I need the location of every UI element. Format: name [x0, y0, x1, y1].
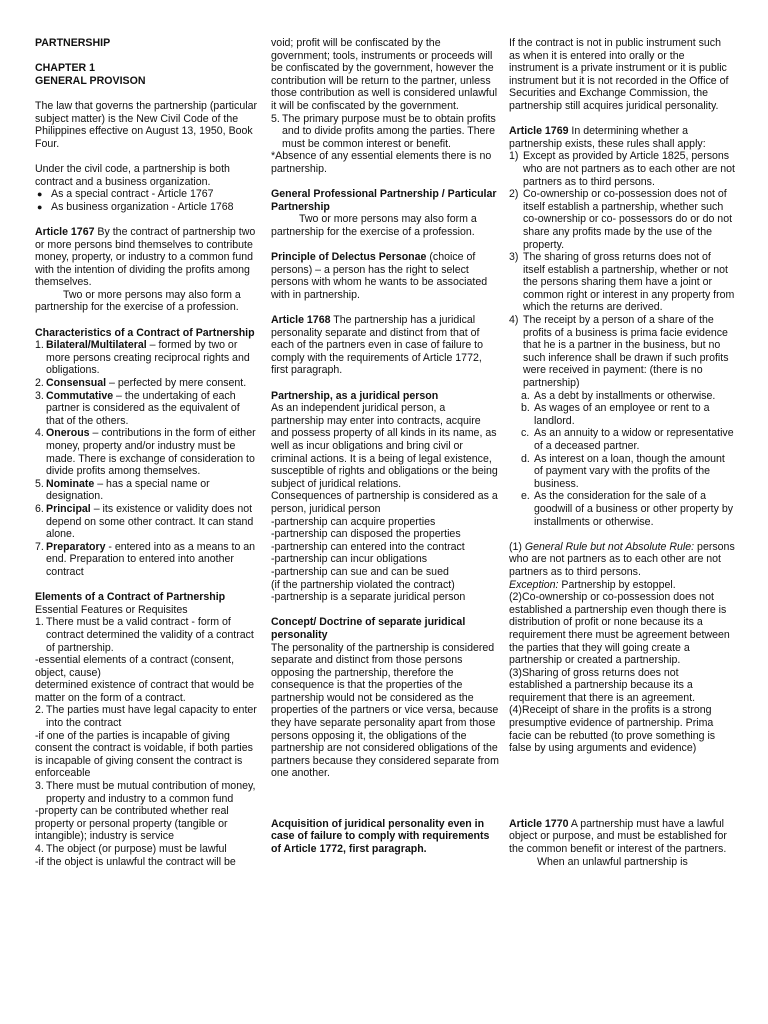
- elements-heading: Elements of a Contract of Partnership: [35, 591, 226, 604]
- rule-item: 4) The receipt by a person of a share of the profits of a business is prima facie evidence that he is a partner in the business, but no such inference shall be drawn if such profits were received in payment: (there is no partnership): [509, 314, 729, 390]
- article-1770: Article 1770 A partnership must have a lawful object or purpose, and must be established for the common benefit or interest of the partners.: [509, 817, 727, 855]
- bullet-icon: ●: [37, 189, 43, 200]
- elements-subheading: Essential Features or Requisites: [35, 603, 188, 616]
- consequence-item: -partnership can entered into the contract: [271, 540, 465, 553]
- continued-paragraph: void; profit will be confiscated by the government; tools, instruments or proceeds will be confiscated by the government, however the contribution will be return to the partner, unless those contribution as well is considered unlawful it will be confiscated by the government.: [271, 37, 498, 112]
- gpp-text: Two or more persons may also form a partnership for the exercise of a profession.: [271, 213, 477, 238]
- subrule-item: e. As the consideration for the sale of a goodwill of a business or other property by installments or otherwise.: [521, 490, 734, 528]
- consequence-item: -partnership can incur obligations: [271, 553, 428, 566]
- element-note: -essential elements of a contract (consent, object, cause): [35, 654, 235, 679]
- characteristic-item: 2. Consensual – perfected by mere consent.: [35, 377, 247, 390]
- element-note: determined existence of contract that would be matter on the form of a contract.: [35, 679, 255, 704]
- subrule-item: d. As interest on a loan, though the amount of payment vary with the profits of the business.: [521, 452, 725, 490]
- consequence-item: -partnership can disposed the properties: [271, 528, 461, 541]
- consequence-item: -partnership is a separate juridical person: [271, 591, 466, 604]
- chapter-name: GENERAL PROVISON: [35, 74, 146, 87]
- article-1770-indent: When an unlawful partnership is: [537, 855, 688, 868]
- consequence-item: -partnership can acquire properties: [271, 515, 436, 528]
- bullet-item: ● As business organization - Article 1768: [37, 200, 234, 213]
- note-4: (4)Receipt of share in the profits is a strong presumptive evidence of partnership. Prima facie can be rebutted (to prove something is false by using arguments and evidence): [509, 704, 716, 755]
- article-1768: Article 1768 The partnership has a juridical personality separate and distinct from that of each of the partners even in case of failure to comply with the requirements of Article 1772, first paragraph.: [271, 314, 484, 377]
- note-1-exception: Exception: Partnership by estoppel.: [509, 578, 676, 591]
- consequence-item: (if the partnership violated the contract): [271, 578, 455, 591]
- element-note: -if the object is unlawful the contract will be: [35, 855, 236, 868]
- column-3: [509, 37, 735, 868]
- consequence-item: -partnership can sue and can be sued: [271, 565, 449, 578]
- characteristic-item: 7. Preparatory - entered into as a means to an end. Preparation to entered into another contract: [35, 540, 256, 578]
- element-item: 5. The primary purpose must be to obtain profits and to divide profits among the parties. There must be common interest or benefit.: [271, 112, 496, 150]
- juridical-heading: Partnership, as a juridical person: [271, 389, 439, 402]
- article-1767: Article 1767 By the contract of partnership two or more persons bind themselves to contribute money, property, or industry to a common fund with the intention of dividing the profits among themselves.: [35, 225, 256, 289]
- characteristics-heading: Characteristics of a Contract of Partnership: [35, 326, 255, 339]
- column-2: [271, 37, 499, 856]
- absence-note: *Absence of any essential elements there is no partnership.: [271, 150, 492, 175]
- subrule-item: a. As a debt by installments or otherwise.: [521, 389, 716, 402]
- article-1767-indent: Two or more persons may also form a partnership for the exercise of a profession.: [35, 288, 241, 314]
- bullet-item: ● As a special contract - Article 1767: [37, 188, 214, 201]
- note-2: (2)Co-ownership or co-possession does not established a partnership even though there is distribution of profit or none because its a requirement there must be agreement between the parties that they will going create a partnership or created a partnership.: [509, 591, 730, 667]
- characteristic-item: 3. Commutative – the undertaking of each partner is considered as the equivalent of that of the others.: [35, 389, 240, 427]
- rule-item: 2) Co-ownership or co-possession does not of itself establish a partnership, whether such co-ownership or co- possessors do or do not share any profits made by the use of the property.: [509, 188, 733, 251]
- document-title: PARTNERSHIP: [35, 37, 111, 49]
- chapter-number: CHAPTER 1: [35, 62, 96, 75]
- rule-item: 3) The sharing of gross returns does not of itself establish a partnership, whether or not the persons sharing them have a joint or common right or interest in any property from which the returns are derived.: [509, 251, 735, 314]
- civil-code-paragraph: Under the civil code, a partnership is both contract and a business organization.: [35, 162, 230, 188]
- gpp-heading: General Professional Partnership / Particular Partnership: [271, 188, 497, 213]
- delectus-personae: Principle of Delectus Personae (choice of persons) – a person has the right to select persons with whom he wants to be associated with in partnership.: [271, 251, 488, 301]
- rule-item: 1) Except as provided by Article 1825, persons who are not partners as to each other are not partners as to third persons.: [509, 150, 736, 188]
- column-1: [35, 37, 257, 868]
- element-item: 1. There must be a valid contract - form of contract determined the validity of a contract of partnership.: [35, 616, 254, 654]
- juridical-text: As an independent juridical person, a partnership may enter into contracts, acquire and possess property of all kinds in its name, as well as incur obligations and bring civil or criminal actions. It is a being of legal existence, susceptible of rights and obligations or the being subject of juridical relations.: [271, 402, 498, 490]
- element-note: -if one of the parties is incapable of giving consent the contract is voidable, if both parties is incapable of giving consent the contract is enforceable: [35, 729, 253, 780]
- element-item: 3. There must be mutual contribution of money, property and industry to a common fund: [35, 780, 256, 805]
- law-paragraph: The law that governs the partnership (particular subject matter) is the New Civil Code of the Philippines effective on August 13, 1950, Book Four.: [35, 99, 257, 150]
- element-item: 4. The object (or purpose) must be lawful: [35, 843, 227, 855]
- characteristic-item: 4. Onerous – contributions in the form of either money, property and/or industry must be made. There is exchange of consideration to divide profits among themselves.: [35, 427, 256, 478]
- bullet-icon: ●: [37, 201, 43, 212]
- consequences-intro: Consequences of partnership is considered as a person, juridical person: [271, 490, 498, 515]
- characteristic-item: 5. Nominate – has a special name or designation.: [35, 477, 210, 503]
- acquisition-heading: Acquisition of juridical personality even in case of failure to comply with requirements of Article 1772, first paragraph.: [271, 817, 490, 855]
- note-1: (1) General Rule but not Absolute Rule: persons who are not partners as to each other are not partners as to third persons.: [509, 540, 735, 578]
- concept-text: The personality of the partnership is considered separate and distinct from those persons opposing the partnership, therefore the consequence is that the properties of the partnership would not be considered as the properties of the partners or vice versa, because they have separate personality apart from those persons opposing it, the obligations of the partnership are not considered obligations of the partners because they considered separate from one another.: [271, 641, 499, 780]
- subrule-item: c. As an annuity to a widow or representative of a deceased partner.: [521, 427, 734, 452]
- intro-paragraph: If the contract is not in public instrument such as when it is entered into orally or the instrument is a private instrument or it is public instrument but it is not recorded in the Office of Securities and Exchange Commission, the partnership still acquires juridical personality.: [509, 37, 729, 112]
- note-3: (3)Sharing of gross returns does not established a partnership because its a requirement that there is an agreement.: [509, 666, 696, 704]
- characteristic-item: 1. Bilateral/Multilateral – formed by two or more persons creating reciprocal rights and obligations.: [35, 339, 250, 377]
- article-1769: Article 1769 In determining whether a partnership exists, these rules shall apply:: [509, 125, 706, 150]
- characteristic-item: 6. Principal – its existence or validity does not depend on some other contract. It can stand alone.: [35, 502, 254, 541]
- element-note: -property can be contributed whether real property or personal property (tangible or intangible); industry is service: [35, 805, 229, 843]
- concept-heading: Concept/ Doctrine of separate juridical personality: [271, 616, 466, 641]
- element-item: 2. The parties must have legal capacity to enter into the contract: [35, 704, 257, 730]
- subrule-item: b. As wages of an employee or rent to a landlord.: [521, 402, 710, 427]
